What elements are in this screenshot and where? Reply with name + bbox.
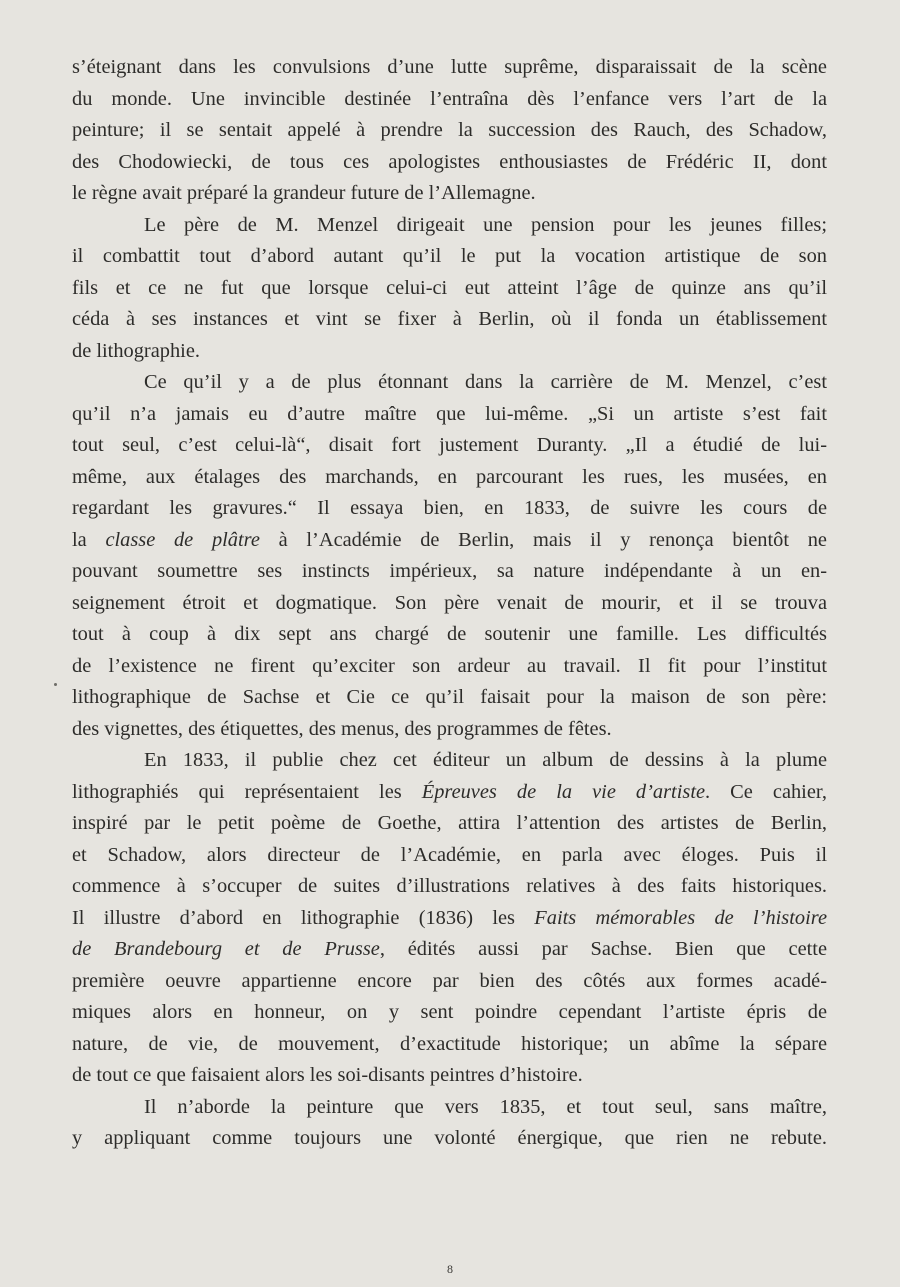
text-line [72,934,827,966]
italic-title: de Brandebourg et de Prusse [72,938,380,960]
text-segment: En 1833, il publie chez cet éditeur un album de dessins à la plume [144,749,827,771]
text-line [72,808,827,840]
text-line [72,336,827,368]
italic-title: Épreuves de la vie d’artiste [421,780,706,803]
text-line [72,304,827,336]
text-segment: Ce qu’il y a de plus étonnant dans la carrière de M. Menzel, c’est [144,371,827,393]
text-line [72,871,827,903]
text-segment: nature, de vie, de mouvement, d’exactitude historique; un abîme la sépare [72,1032,827,1055]
text-line [72,178,827,210]
text-line [72,651,827,683]
text-segment: de l’existence ne firent qu’exciter son ardeur au travail. Il fit pour l’institut [72,654,827,677]
text-line [72,1123,827,1155]
text-line [72,966,827,998]
text-segment: tout à coup à dix sept ans chargé de soutenir une famille. Les difficultés [72,623,827,645]
text-line [72,115,827,147]
text-segment: à l’Académie de Berlin, mais il y renonça bientôt ne [259,528,827,551]
text-line [72,619,827,651]
text-segment: , édités aussi par Sachse. Bien que cette [379,938,827,960]
text-segment: y appliquant comme toujours une volonté énergique, que rien ne rebute. [72,1127,827,1149]
text-line [72,367,827,399]
text-segment: regardant les gravures.“ Il essaya bien, en 1833, de suivre les cours de [72,497,827,519]
text-segment: et Schadow, alors directeur de l’Académie, en parla avec éloges. Puis il [72,843,827,866]
text-segment: miques alors en honneur, on y sent poindre cependant l’artiste épris de [72,1001,827,1023]
text-segment: commence à s’occuper de suites d’illustrations relatives à des faits historiques. [72,875,827,897]
text-line [72,997,827,1029]
text-line [72,1060,827,1092]
text-segment: des Chodowiecki, de tous ces apologistes enthousiastes de Frédéric II, dont [72,150,827,173]
text-line [72,588,827,620]
text-line [72,210,827,242]
text-segment: . Ce cahier, [705,780,827,803]
text-segment: Il illustre d’abord en lithographie (1836) les [72,906,535,929]
text-segment: des vignettes, des étiquettes, des menus, des programmes de fêtes. [72,717,612,740]
text-segment: tout seul, c’est celui-là“, disait fort justement Duranty. „Il a étudié de lui- [72,434,827,456]
text-line [72,714,827,746]
text-line [72,84,827,116]
body-text [72,52,827,1155]
text-segment: lithographiés qui représentaient les [72,780,422,803]
text-segment: peinture; il se sentait appelé à prendre la succession des Rauch, des Schadow, [72,119,827,141]
text-line [72,52,827,84]
text-line [72,462,827,494]
page-number: 8 [447,1262,453,1276]
text-segment: première oeuvre appartienne encore par bien des côtés aux formes acadé- [72,969,827,992]
text-line [72,556,827,588]
text-line [72,1092,827,1124]
text-segment: lithographique de Sachse et Cie ce qu’il faisait pour la maison de son père: [72,686,827,708]
margin-mark [54,683,57,686]
text-segment: qu’il n’a jamais eu d’autre maître que lui-même. „Si un artiste s’est fait [72,402,827,425]
text-line [72,493,827,525]
text-segment: pouvant soumettre ses instincts impérieux, sa nature indépendante à un en- [72,560,827,582]
text-line [72,430,827,462]
text-line [72,777,827,809]
text-line [72,241,827,273]
text-segment: de lithographie. [72,339,200,362]
text-segment: même, aux étalages des marchands, en parcourant les rues, les musées, en [72,465,827,488]
italic-title: Faits mémorables de l’histoire [534,906,827,929]
text-segment: le règne avait préparé la grandeur future de l’Allemagne. [72,182,536,204]
text-segment: Il n’aborde la peinture que vers 1835, et tout seul, sans maître, [144,1095,827,1118]
text-segment: il combattit tout d’abord autant qu’il le put la vocation artistique de son [72,245,827,267]
text-segment: de tout ce que faisaient alors les soi-disants peintres d’histoire. [72,1064,583,1086]
text-line [72,745,827,777]
text-line [72,399,827,431]
italic-title: classe de plâtre [105,528,260,551]
text-segment: Le père de M. Menzel dirigeait une pension pour les jeunes filles; [144,213,827,236]
text-line [72,525,827,557]
text-line [72,903,827,935]
text-segment: inspiré par le petit poème de Goethe, attira l’attention des artistes de Berlin, [72,812,827,834]
text-segment: seignement étroit et dogmatique. Son père venait de mourir, et il se trouva [72,591,827,614]
text-segment: céda à ses instances et vint se fixer à Berlin, où il fonda un établissement [72,308,827,330]
text-segment: s’éteignant dans les convulsions d’une lutte suprême, disparaissait de la scène [72,56,827,78]
text-line [72,147,827,179]
text-segment: fils et ce ne fut que lorsque celui-ci eut atteint l’âge de quinze ans qu’il [72,276,827,299]
text-segment: du monde. Une invincible destinée l’entraîna dès l’enfance vers l’art de la [72,87,827,110]
text-line [72,840,827,872]
text-line [72,1029,827,1061]
text-line [72,682,827,714]
text-line [72,273,827,305]
text-segment: la [72,528,106,551]
